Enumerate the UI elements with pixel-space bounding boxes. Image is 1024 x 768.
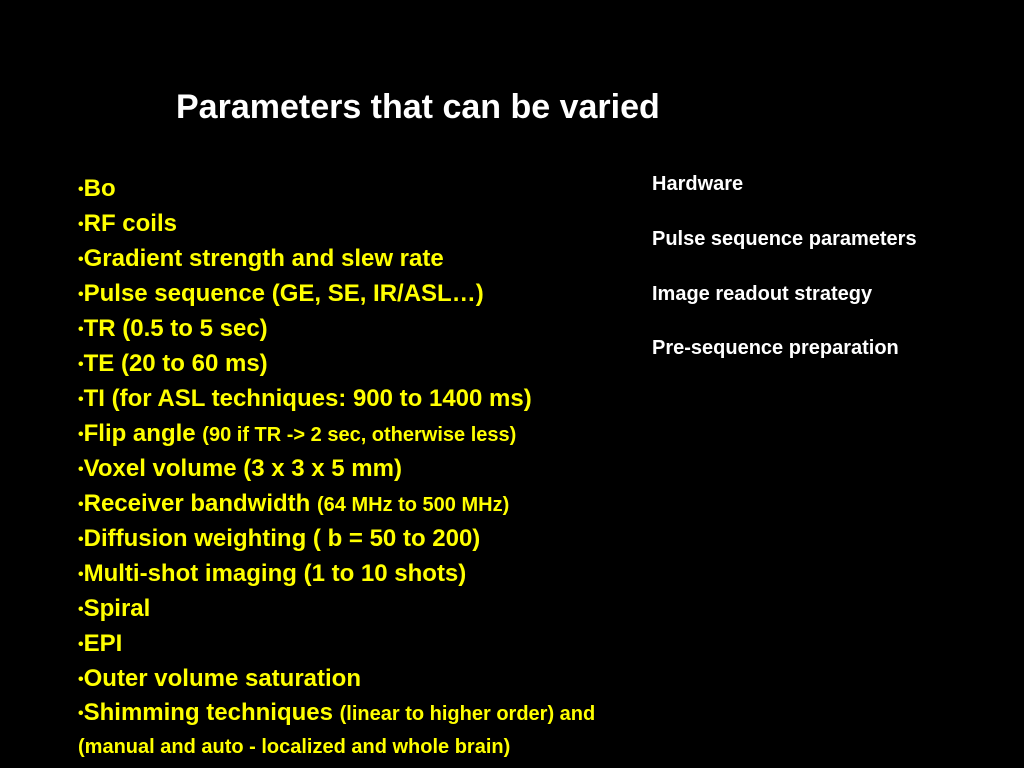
list-item: •Shimming techniques (linear to higher order) and (manual and auto - localized and whole brain) xyxy=(78,699,596,758)
bullet-icon: • xyxy=(78,321,84,338)
category-pre-sequence: Pre-sequence preparation xyxy=(652,337,899,359)
bullet-icon: • xyxy=(78,566,84,583)
list-item: •Voxel volume (3 x 3 x 5 mm) xyxy=(78,455,402,482)
parameter-list xyxy=(78,172,638,763)
bullet-icon: • xyxy=(78,461,84,478)
list-item: •TI (for ASL techniques: 900 to 1400 ms) xyxy=(78,385,532,412)
list-item: •RF coils xyxy=(78,210,177,237)
list-item: •Spiral xyxy=(78,595,151,622)
category-hardware: Hardware xyxy=(652,173,744,195)
list-item: •Flip angle (90 if TR -> 2 sec, otherwise less) xyxy=(78,420,517,447)
list-item: •EPI xyxy=(78,630,123,657)
bullet-icon: • xyxy=(78,601,84,618)
list-item: •TR (0.5 to 5 sec) xyxy=(78,315,268,342)
bullet-icon: • xyxy=(78,356,84,373)
bullet-icon: • xyxy=(78,705,84,722)
bullet-icon: • xyxy=(78,426,84,443)
list-item: •Receiver bandwidth (64 MHz to 500 MHz) xyxy=(78,490,510,517)
bullet-icon: • xyxy=(78,286,84,303)
list-item: •Multi-shot imaging (1 to 10 shots) xyxy=(78,560,467,587)
category-pulse-sequence: Pulse sequence parameters xyxy=(652,228,917,250)
category-image-readout: Image readout strategy xyxy=(652,283,873,305)
list-item: •Gradient strength and slew rate xyxy=(78,245,444,272)
bullet-icon: • xyxy=(78,531,84,548)
bullet-icon: • xyxy=(78,636,84,653)
bullet-icon: • xyxy=(78,496,84,513)
list-item: •Diffusion weighting ( b = 50 to 200) xyxy=(78,525,481,552)
list-item: •Outer volume saturation xyxy=(78,665,361,692)
list-item: •Bo xyxy=(78,175,116,202)
list-item: •Pulse sequence (GE, SE, IR/ASL…) xyxy=(78,280,484,307)
slide-title: Parameters that can be varied xyxy=(176,88,660,126)
list-item: •TE (20 to 60 ms) xyxy=(78,350,268,377)
bullet-icon: • xyxy=(78,216,84,233)
bullet-icon: • xyxy=(78,671,84,688)
bullet-icon: • xyxy=(78,181,84,198)
bullet-icon: • xyxy=(78,251,84,268)
bullet-icon: • xyxy=(78,391,84,408)
